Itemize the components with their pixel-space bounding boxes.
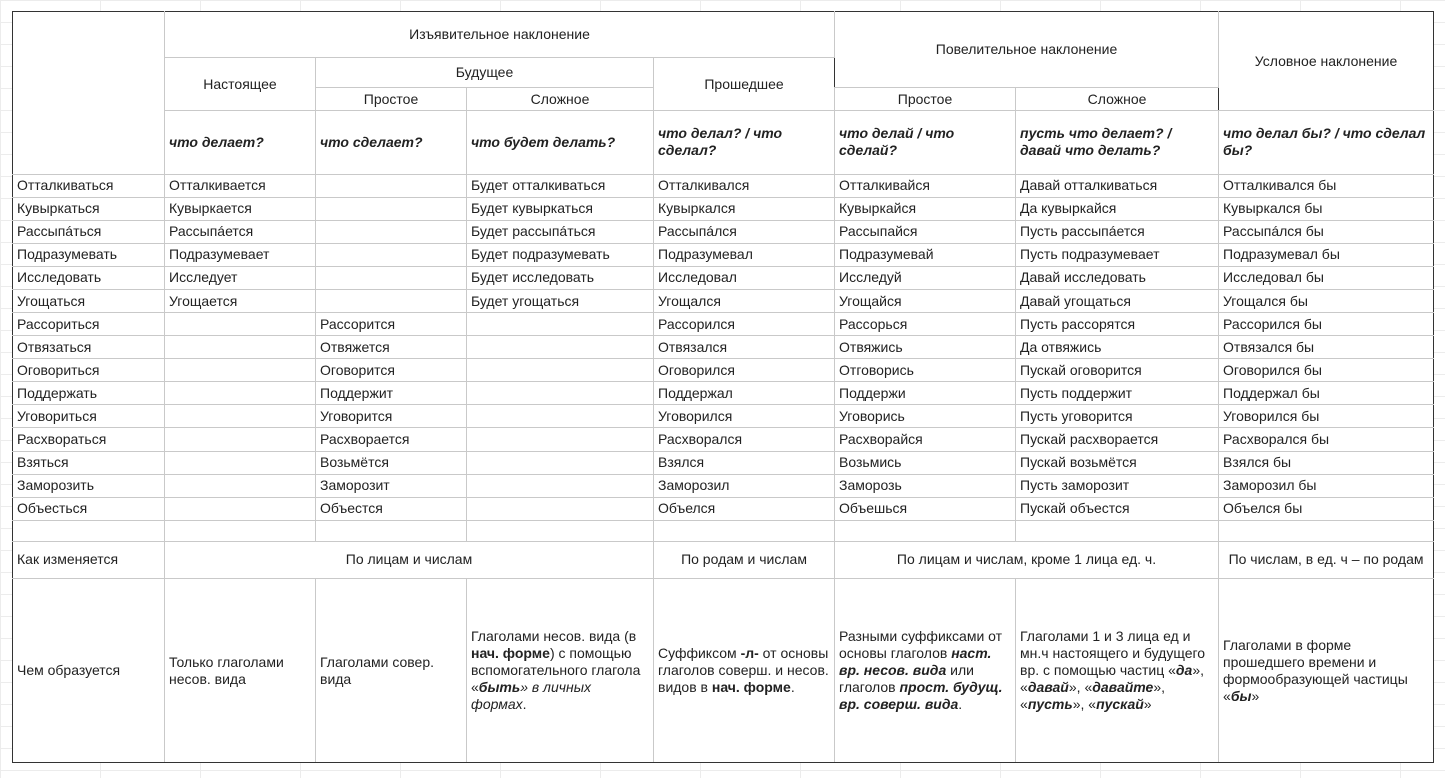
header-future-complex[interactable]: Сложное <box>467 88 654 111</box>
table-cell[interactable]: Да кувыркайся <box>1016 197 1219 220</box>
table-cell[interactable]: Угощайся <box>835 290 1016 313</box>
table-cell[interactable]: Будет рассыпáться <box>467 220 654 243</box>
table-cell[interactable] <box>467 451 654 474</box>
formation-future-complex[interactable]: Глаголами несов. вида (в нач. форме) с помощью вспомогательного глагола «быть» в личных формах. <box>467 579 654 763</box>
table-row <box>13 382 1434 405</box>
how-changes-past[interactable]: По родам и числам <box>654 541 835 578</box>
verb-cell[interactable]: Угощаться <box>13 290 165 313</box>
verb-cell[interactable]: Расхвораться <box>13 428 165 451</box>
table-cell[interactable]: Рассорился <box>654 313 835 336</box>
question-future-simple[interactable]: что сделает? <box>316 111 467 174</box>
table-row <box>13 497 1434 520</box>
table-row <box>13 428 1434 451</box>
table-cell[interactable] <box>467 359 654 382</box>
question-conditional[interactable]: что делал бы? / что сделал бы? <box>1219 111 1434 174</box>
formation-row <box>13 579 1434 763</box>
table-cell[interactable]: Исследовал бы <box>1219 266 1434 289</box>
table-cell[interactable] <box>1219 520 1434 541</box>
table-cell[interactable]: Объелся <box>654 497 835 520</box>
verb-cell[interactable]: Взяться <box>13 451 165 474</box>
table-row <box>13 220 1434 243</box>
table-cell[interactable] <box>316 243 467 266</box>
verb-cell[interactable]: Исследовать <box>13 266 165 289</box>
table-cell[interactable]: Пусть поддержит <box>1016 382 1219 405</box>
table-cell[interactable]: Рассыпáется <box>165 220 316 243</box>
how-changes-imperative[interactable]: По лицам и числам, кроме 1 лица ед. ч. <box>835 541 1219 578</box>
table-cell[interactable]: Заморозь <box>835 474 1016 497</box>
header-imperative-simple[interactable]: Простое <box>835 88 1016 111</box>
table-cell[interactable] <box>654 520 835 541</box>
table-cell[interactable]: Рассыпáлся <box>654 220 835 243</box>
table-cell[interactable]: Давай исследовать <box>1016 266 1219 289</box>
table-cell[interactable]: Рассыпайся <box>835 220 1016 243</box>
header-present[interactable]: Настоящее <box>165 58 316 111</box>
corner-cell[interactable] <box>13 12 165 175</box>
table-cell[interactable] <box>316 174 467 197</box>
formation-label[interactable]: Чем образуется <box>13 579 165 763</box>
table-cell[interactable]: Кувыркался бы <box>1219 197 1434 220</box>
table-cell[interactable] <box>165 382 316 405</box>
table-cell[interactable]: Отталкивался <box>654 174 835 197</box>
table-cell[interactable] <box>165 359 316 382</box>
table-cell[interactable] <box>165 405 316 428</box>
table-row <box>13 313 1434 336</box>
formation-present[interactable]: Только глаголами несов. вида <box>165 579 316 763</box>
table-cell[interactable]: Уговорится <box>316 405 467 428</box>
table-cell[interactable]: Рассорься <box>835 313 1016 336</box>
table-cell[interactable]: Заморозит <box>316 474 467 497</box>
table-cell[interactable]: Пусть заморозит <box>1016 474 1219 497</box>
how-changes-pres-fut[interactable]: По лицам и числам <box>165 541 654 578</box>
table-cell[interactable]: Рассорился бы <box>1219 313 1434 336</box>
table-cell[interactable]: Подразумевает <box>165 243 316 266</box>
table-cell[interactable]: Уговорился бы <box>1219 405 1434 428</box>
table-cell[interactable]: Угощался бы <box>1219 290 1434 313</box>
table-cell[interactable]: Поддержи <box>835 382 1016 405</box>
table-cell[interactable]: Взялся бы <box>1219 451 1434 474</box>
formation-conditional[interactable]: Глаголами в форме прошедшего времени и формообразующей частицы «бы» <box>1219 579 1434 763</box>
table-cell[interactable]: Взялся <box>654 451 835 474</box>
table-row <box>13 474 1434 497</box>
table-cell[interactable] <box>467 313 654 336</box>
table-cell[interactable]: Исследуй <box>835 266 1016 289</box>
formation-future-simple[interactable]: Глаголами совер. вида <box>316 579 467 763</box>
table-cell[interactable] <box>165 520 316 541</box>
table-cell[interactable]: Будет подразумевать <box>467 243 654 266</box>
table-cell[interactable] <box>316 220 467 243</box>
table-cell[interactable] <box>467 428 654 451</box>
formation-imperative-complex[interactable]: Глаголами 1 и 3 лица ед и мн.ч настоящего и будущего вр. с помощью частиц «да», «давай», «давайте», «пусть», «пускай» <box>1016 579 1219 763</box>
table-row <box>13 405 1434 428</box>
table-cell[interactable]: Заморозил <box>654 474 835 497</box>
table-cell[interactable]: Пусть рассыпáется <box>1016 220 1219 243</box>
table-cell[interactable]: Отталкивайся <box>835 174 1016 197</box>
table-cell[interactable] <box>165 451 316 474</box>
table-cell[interactable]: Отталкивается <box>165 174 316 197</box>
table-cell[interactable]: Объестся <box>316 497 467 520</box>
table-cell[interactable]: Рассыпáлся бы <box>1219 220 1434 243</box>
table-cell[interactable] <box>467 405 654 428</box>
table-row <box>13 266 1434 289</box>
table-cell[interactable] <box>467 336 654 359</box>
question-imperative-simple[interactable]: что делай / что сделай? <box>835 111 1016 174</box>
table-cell[interactable] <box>165 474 316 497</box>
how-changes-row <box>13 541 1434 578</box>
verb-cell[interactable]: Поддержать <box>13 382 165 405</box>
table-cell[interactable]: Оговорится <box>316 359 467 382</box>
table-cell[interactable] <box>467 474 654 497</box>
table-cell[interactable]: Расхворайся <box>835 428 1016 451</box>
verb-cell[interactable]: Отвязаться <box>13 336 165 359</box>
table-cell[interactable]: Оговорился бы <box>1219 359 1434 382</box>
question-imperative-complex[interactable]: пусть что делает? / давай что делать? <box>1016 111 1219 174</box>
table-cell[interactable]: Угощается <box>165 290 316 313</box>
table-cell[interactable]: Пускай расхворается <box>1016 428 1219 451</box>
header-indicative[interactable]: Изъявительное наклонение <box>165 12 835 58</box>
table-cell[interactable] <box>165 313 316 336</box>
header-future-simple[interactable]: Простое <box>316 88 467 111</box>
table-cell[interactable]: Отвяжись <box>835 336 1016 359</box>
table-cell[interactable]: Пускай возьмётся <box>1016 451 1219 474</box>
formation-past[interactable]: Суффиксом -л- от основы глаголов соверш. и несов. видов в нач. форме. <box>654 579 835 763</box>
verb-cell[interactable]: Рассориться <box>13 313 165 336</box>
table-cell[interactable]: Пусть подразумевает <box>1016 243 1219 266</box>
formation-imperative-simple[interactable]: Разными суффиксами от основы глаголов наст. вр. несов. вида или глаголов прост. будущ. вр. соверш. вида. <box>835 579 1016 763</box>
question-future-complex[interactable]: что будет делать? <box>467 111 654 174</box>
table-cell[interactable]: Кувыркается <box>165 197 316 220</box>
table-row <box>13 451 1434 474</box>
verb-moods-table <box>12 11 1434 763</box>
table-cell[interactable]: Давай отталкиваться <box>1016 174 1219 197</box>
header-imperative[interactable]: Повелительное наклонение <box>835 12 1219 88</box>
question-present[interactable]: что делает? <box>165 111 316 174</box>
table-cell[interactable] <box>316 197 467 220</box>
table-cell[interactable]: Подразумевал <box>654 243 835 266</box>
header-imperative-complex[interactable]: Сложное <box>1016 88 1219 111</box>
table-row <box>13 290 1434 313</box>
table-cell[interactable]: Расхворался бы <box>1219 428 1434 451</box>
table-cell[interactable]: Подразумевал бы <box>1219 243 1434 266</box>
table-cell[interactable]: Рассорится <box>316 313 467 336</box>
verb-cell[interactable]: Отталкиваться <box>13 174 165 197</box>
table-cell[interactable] <box>165 497 316 520</box>
table-cell[interactable]: Отговорись <box>835 359 1016 382</box>
table-cell[interactable]: Да отвяжись <box>1016 336 1219 359</box>
table-cell[interactable]: Уговорился <box>654 405 835 428</box>
table-cell[interactable]: Отвязался бы <box>1219 336 1434 359</box>
table-cell[interactable]: Заморозил бы <box>1219 474 1434 497</box>
table-cell[interactable] <box>165 336 316 359</box>
table-cell[interactable]: Расхворается <box>316 428 467 451</box>
table-cell[interactable] <box>1016 520 1219 541</box>
table-cell[interactable] <box>316 266 467 289</box>
table-cell[interactable]: Подразумевай <box>835 243 1016 266</box>
table-cell[interactable] <box>467 382 654 405</box>
table-cell[interactable]: Пусть рассорятся <box>1016 313 1219 336</box>
table-cell[interactable]: Исследовал <box>654 266 835 289</box>
table-cell[interactable]: Будет кувыркаться <box>467 197 654 220</box>
table-cell[interactable]: Оговорился <box>654 359 835 382</box>
verb-cell[interactable]: Подразумевать <box>13 243 165 266</box>
table-cell[interactable]: Поддержал бы <box>1219 382 1434 405</box>
table-cell[interactable]: Будет исследовать <box>467 266 654 289</box>
header-conditional[interactable]: Условное наклонение <box>1219 12 1434 111</box>
table-cell[interactable]: Будет отталкиваться <box>467 174 654 197</box>
table-cell[interactable] <box>316 290 467 313</box>
table-cell[interactable]: Пускай объестся <box>1016 497 1219 520</box>
table-cell[interactable]: Угощался <box>654 290 835 313</box>
table-row <box>13 197 1434 220</box>
table-cell[interactable]: Пусть уговорится <box>1016 405 1219 428</box>
how-changes-label[interactable]: Как изменяется <box>13 541 165 578</box>
table-cell[interactable]: Поддержал <box>654 382 835 405</box>
verb-cell[interactable]: Рассыпáться <box>13 220 165 243</box>
table-cell[interactable]: Исследует <box>165 266 316 289</box>
how-changes-conditional[interactable]: По числам, в ед. ч – по родам <box>1219 541 1434 578</box>
table-cell[interactable]: Расхворался <box>654 428 835 451</box>
table-cell[interactable] <box>467 520 654 541</box>
table-row <box>13 359 1434 382</box>
question-past[interactable]: что делал? / что сделал? <box>654 111 835 174</box>
table-cell[interactable]: Поддержит <box>316 382 467 405</box>
table-cell[interactable]: Уговорись <box>835 405 1016 428</box>
table-row <box>13 243 1434 266</box>
table-cell[interactable] <box>467 497 654 520</box>
table-cell[interactable]: Давай угощаться <box>1016 290 1219 313</box>
verb-cell[interactable]: Заморозить <box>13 474 165 497</box>
table-cell[interactable]: Отвяжется <box>316 336 467 359</box>
table-cell[interactable]: Кувыркайся <box>835 197 1016 220</box>
table-cell[interactable]: Отвязался <box>654 336 835 359</box>
verb-cell[interactable]: Объесться <box>13 497 165 520</box>
table-cell[interactable] <box>835 520 1016 541</box>
table-cell[interactable] <box>13 520 165 541</box>
table-row <box>13 336 1434 359</box>
table-cell[interactable]: Возьмись <box>835 451 1016 474</box>
table-cell[interactable]: Пускай оговорится <box>1016 359 1219 382</box>
verb-cell[interactable]: Кувыркаться <box>13 197 165 220</box>
header-past[interactable]: Прошедшее <box>654 58 835 111</box>
table-cell[interactable] <box>316 520 467 541</box>
table-cell[interactable]: Кувыркался <box>654 197 835 220</box>
table-cell[interactable]: Объелся бы <box>1219 497 1434 520</box>
table-cell[interactable]: Возьмётся <box>316 451 467 474</box>
verb-cell[interactable]: Уговориться <box>13 405 165 428</box>
verb-cell[interactable]: Оговориться <box>13 359 165 382</box>
table-cell[interactable]: Объешься <box>835 497 1016 520</box>
table-row-empty <box>13 520 1434 541</box>
header-future[interactable]: Будущее <box>316 58 654 88</box>
table-cell[interactable]: Отталкивался бы <box>1219 174 1434 197</box>
table-cell[interactable] <box>165 428 316 451</box>
table-cell[interactable]: Будет угощаться <box>467 290 654 313</box>
table-row <box>13 174 1434 197</box>
